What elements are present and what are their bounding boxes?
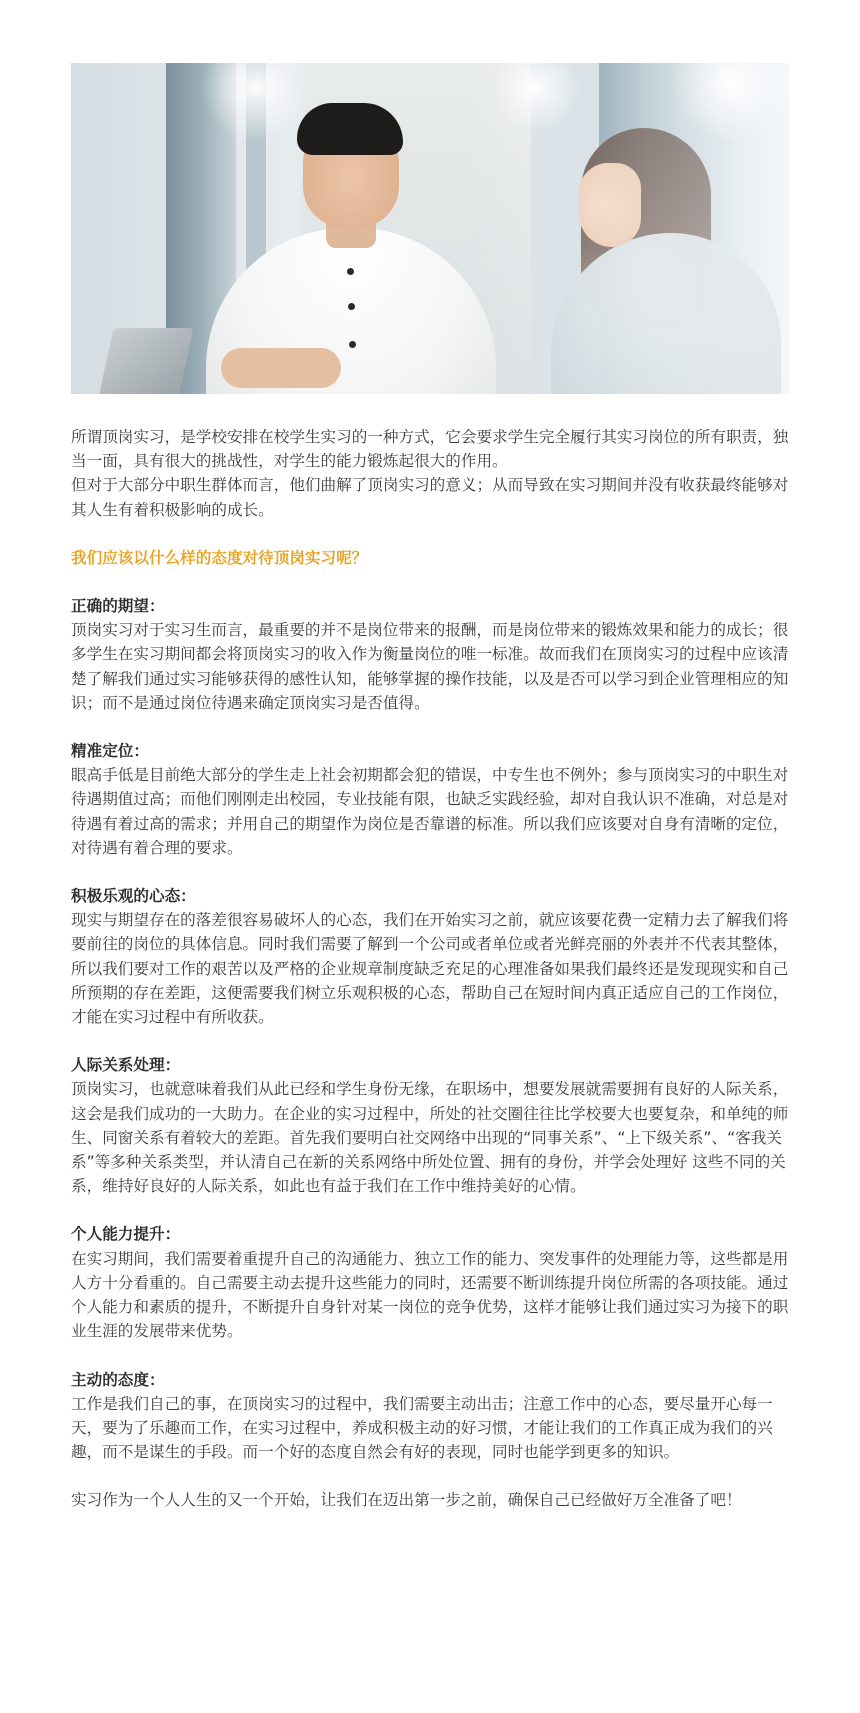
section-body: 眼高手低是目前绝大部分的学生走上社会初期都会犯的错误，中专生也不例外；参与顶岗实习的中职生对待遇期值过高；而他们刚刚走出校园，专业技能有限，也缺乏实践经验，却对自我认识不准确，对总是对待遇有着过高的需求；并用自己的期望作为岗位是否靠谱的标准。所以我们应该要对自身有清晰的定位，对待遇有着合理的要求。 xyxy=(71,766,789,857)
section-body: 工作是我们自己的事，在顶岗实习的过程中，我们需要主动出击；注意工作中的心态，要尽量开心每一天，要为了乐趣而工作，在实习过程中，养成积极主动的好习惯，才能让我们的工作真正成为我们的兴趣，而不是谋生的手段。而一个好的态度自然会有好的表现，同时也能学到更多的知识。 xyxy=(71,1394,773,1462)
conclusion-paragraph: 实习作为一个人人生的又一个开始，让我们在迈出第一步之前，确保自己已经做好万全准备了吧！ xyxy=(71,1491,742,1510)
section-heading: 主动的态度： xyxy=(71,1370,165,1389)
section-heading: 精准定位： xyxy=(71,742,149,761)
section-body: 现实与期望存在的落差很容易破坏人的心态，我们在开始实习之前，就应该要花费一定精力去了解我们将要前往的岗位的具体信息。同时我们需要了解到一个公司或者单位或者光鲜亮丽的外表并不代表其整体，所以我们要对工作的艰苦以及严格的企业规章制度缺乏充足的心理准备如果我们最终还是发现现实和自己所预期的存在差距，这便需要我们树立乐观积极的心态，帮助自己在短时间内真正适应自己的工作岗位，才能在实习过程中有所收获。 xyxy=(71,911,789,1027)
section-body: 顶岗实习对于实习生而言，最重要的并不是岗位带来的报酬，而是岗位带来的锻炼效果和能力的成长；很多学生在实习期间都会将顶岗实习的收入作为衡量岗位的唯一标准。故而我们在顶岗实习的过程中应该清楚了解我们通过实习能够获得的感性认知，能够掌握的操作技能，以及是否可以学习到企业管理相应的知识；而不是通过岗位待遇来确定顶岗实习是否值得。 xyxy=(71,621,789,712)
hero-image xyxy=(71,63,789,394)
intro-paragraph-2: 但对于大部分中职生群体而言，他们曲解了顶岗实习的意义；从而导致在实习期间并没有收获最终能够对其人生有着积极影响的成长。 xyxy=(71,476,789,519)
section-heading: 个人能力提升： xyxy=(71,1225,181,1244)
section-heading: 人际关系处理： xyxy=(71,1056,181,1075)
intro-paragraph-1: 所谓顶岗实习，是学校安排在校学生实习的一种方式，它会要求学生完全履行其实习岗位的所有职责，独当一面，具有很大的挑战性，对学生的能力锻炼起很大的作用。 xyxy=(71,428,789,471)
section-heading: 积极乐观的心态： xyxy=(71,887,196,906)
section-body: 在实习期间，我们需要着重提升自己的沟通能力、独立工作的能力、突发事件的处理能力等，这些都是用人方十分看重的。自己需要主动去提升这些能力的同时，还需要不断训练提升岗位所需的各项技能。通过个人能力和素质的提升，不断提升自身针对某一岗位的竞争优势，这样才能够让我们通过实习为接下的职业生涯的发展带来优势。 xyxy=(71,1249,789,1341)
question-heading: 我们应该以什么样的态度对待顶岗实习呢？ xyxy=(71,548,368,567)
article-body xyxy=(71,425,791,1513)
section-heading: 正确的期望： xyxy=(71,597,165,616)
section-body: 顶岗实习，也就意味着我们从此已经和学生身份无缘，在职场中，想要发展就需要拥有良好的人际关系，这会是我们成功的一大助力。在企业的实习过程中，所处的社交圈往往比学校要大也要复杂，和单纯的师生、同窗关系有着较大的差距。首先我们要明白社交网络中出现的“同事关系”、“上下级关系”、“客我关系”等多种关系类型，并认清自己在新的关系网络中所处位置、拥有的身份，并学会处理好 这些不同的关系，维持好良好的人际关系，如此也有益于我们在工作中维持美好的心情。 xyxy=(71,1080,789,1196)
